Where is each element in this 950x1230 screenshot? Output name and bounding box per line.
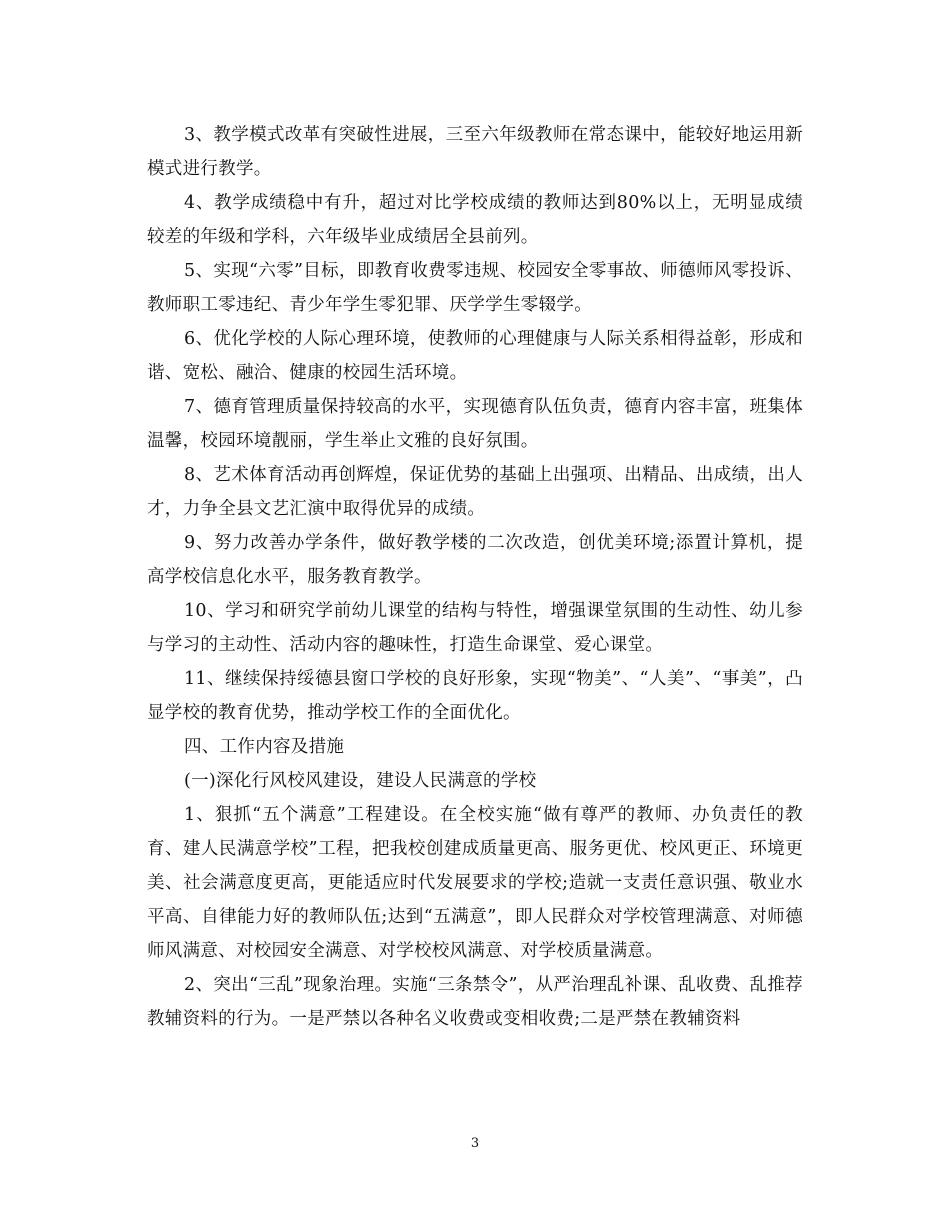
paragraph-measure-2: 2、突出“三乱”现象治理。实施“三条禁令”，从严治理乱补课、乱收费、乱推荐教辅资料的行为。一是严禁以各种名义收费或变相收费;二是严禁在教辅资料 [147, 975, 803, 1029]
section-heading: 四、工作内容及措施 [184, 737, 345, 757]
paragraph-goal-9: 9、努力改善办学条件，做好教学楼的二次改造，创优美环境;添置计算机，提高学校信息化水平，服务教育教学。 [147, 533, 803, 587]
paragraph-goal-3: 3、教学模式改革有突破性进展，三至六年级教师在常态课中，能较好地运用新模式进行教学。 [147, 125, 803, 179]
subsection-heading: (一)深化行风校风建设，建设人民满意的学校 [184, 771, 537, 791]
paragraph-goal-7: 7、德育管理质量保持较高的水平，实现德育队伍负责，德育内容丰富，班集体温馨，校园环境靓丽，学生举止文雅的良好氛围。 [147, 397, 803, 451]
paragraph-goal-11: 11、继续保持绥德县窗口学校的良好形象，实现“物美”、“人美”、“事美”，凸显学校的教育优势，推动学校工作的全面优化。 [147, 669, 803, 723]
paragraph-goal-4: 4、教学成绩稳中有升，超过对比学校成绩的教师达到80%以上，无明显成绩较差的年级和学科，六年级毕业成绩居全县前列。 [147, 193, 803, 247]
page-number: 3 [470, 1136, 480, 1151]
paragraph-goal-6: 6、优化学校的人际心理环境，使教师的心理健康与人际关系相得益彰，形成和谐、宽松、融洽、健康的校园生活环境。 [147, 329, 803, 383]
paragraph-goal-10: 10、学习和研究学前幼儿课堂的结构与特性，增强课堂氛围的生动性、幼儿参与学习的主动性、活动内容的趣味性，打造生命课堂、爱心课堂。 [147, 601, 803, 655]
document-body [147, 118, 803, 1036]
paragraph-measure-1: 1、狠抓“五个满意”工程建设。在全校实施“做有尊严的教师、办负责任的教育、建人民满意学校”工程，把我校创建成质量更高、服务更优、校风更正、环境更美、社会满意度更高，更能适应时代发展要求的学校;造就一支责任意识强、敬业水平高、自律能力好的教师队伍;达到“五满意”，即人民群众对学校管理满意、对师德师风满意、对校园安全满意、对学校校风满意、对学校质量满意。 [147, 805, 803, 961]
paragraph-goal-8: 8、艺术体育活动再创辉煌，保证优势的基础上出强项、出精品、出成绩，出人才，力争全县文艺汇演中取得优异的成绩。 [147, 465, 803, 519]
paragraph-goal-5: 5、实现“六零”目标，即教育收费零违规、校园安全零事故、师德师风零投诉、教师职工零违纪、青少年学生零犯罪、厌学学生零辍学。 [147, 261, 803, 315]
